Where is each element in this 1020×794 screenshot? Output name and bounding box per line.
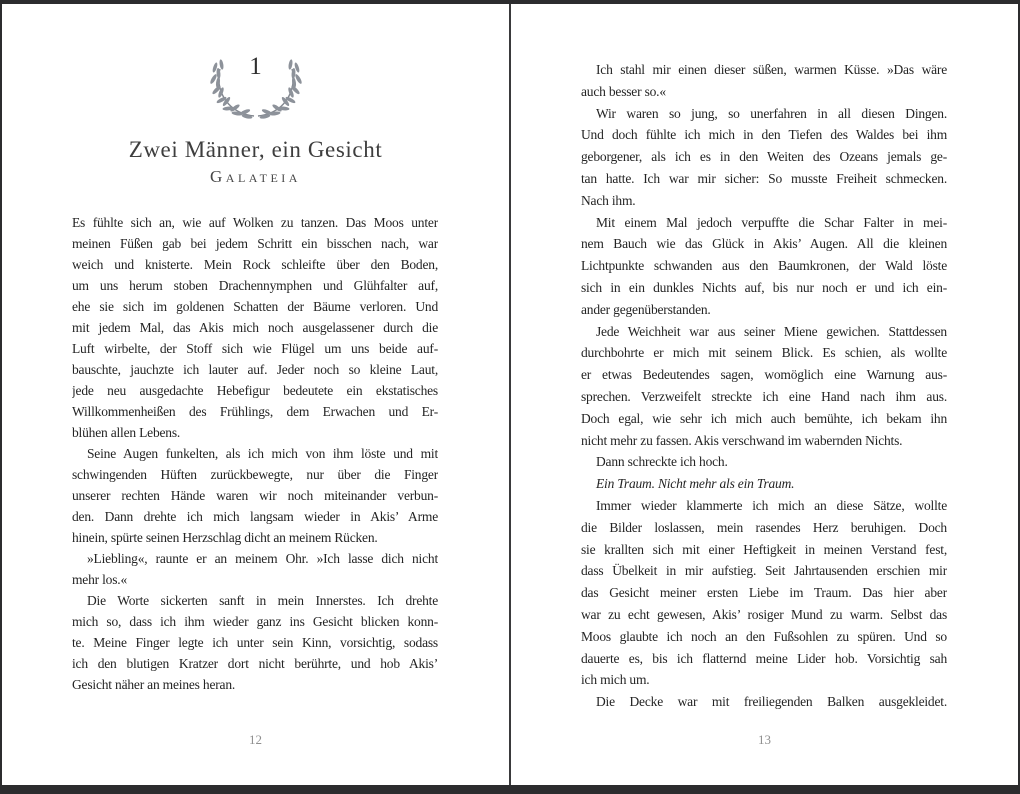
text-line: mich so, dass ich ihm wieder ganz ins Gesicht blicken konn- <box>72 614 438 629</box>
page-body-left <box>72 212 438 695</box>
text-line: um uns herum stoben Drachennymphen und Glühfalter auf, <box>72 278 438 293</box>
text-line: Es fühlte sich an, wie auf Wolken zu tanzen. Das Moos unter <box>72 215 438 230</box>
text-line: sich in ein dunkles Nichts auf, bis nur noch er und ich ein- <box>581 279 947 295</box>
chapter-ornament <box>198 52 314 122</box>
text-line: sprechen. Verzweifelt streckte ich eine Hand nach ihm aus. <box>581 388 947 404</box>
text-line: das Gesicht meiner ersten Liebe im Traum. Das hier aber <box>581 585 947 601</box>
text-line: meinen Füßen gab bei jedem Schritt ein bisschen nach, war <box>72 236 438 251</box>
text-line: Jede Weichheit war aus seiner Miene gewichen. Stattdessen <box>596 323 947 339</box>
text-line: schwingenden Hüften zurückbewegte, nur über die Finger <box>72 467 438 482</box>
text-line: dass Übelkeit in mir aufstieg. Seit Jahrtausenden erschien mir <box>581 563 947 579</box>
text-line: auch besser so.« <box>581 83 666 99</box>
text-line: Immer wieder klammerte ich mich an diese Sätze, wollte <box>596 497 947 513</box>
text-line: Willkommenheißen des Frühlings, dem Erwachen und Er- <box>72 404 438 419</box>
text-line: te. Meine Finger legte ich unter sein Kinn, vorsichtig, sodass <box>72 635 438 650</box>
text-line: geborgener, als ich es in den Weiten des Ozeans jemals ge- <box>581 149 947 165</box>
text-line: Ein Traum. Nicht mehr als ein Traum. <box>596 476 795 492</box>
text-line: mehr los.« <box>72 572 127 587</box>
chapter-subtitle: Galateia <box>210 166 301 186</box>
text-line: Lichtpunkte schwanden aus den Baumkronen, der Wald löste <box>581 258 947 274</box>
frame-bottom <box>0 785 1020 794</box>
text-line: Ich stahl mir einen dieser süßen, warmen Küsse. »Das wäre <box>596 62 947 77</box>
text-line: ander gegenüberstanden. <box>581 301 711 317</box>
text-line: Und doch fühlte ich mich in den Tiefen des Waldes bei ihm <box>581 127 947 143</box>
text-line: bauschte, jauchzte ich lauter auf. Jeder noch so kleine Laut, <box>72 362 438 377</box>
text-line: Moos glaubte ich noch an den Fußsohlen zu spüren. Und so <box>581 628 947 644</box>
page-body-right <box>581 59 947 713</box>
page-number-right: 13 <box>758 732 771 747</box>
text-line: »Liebling«, raunte er an meinem Ohr. »Ich lasse dich nicht <box>87 551 438 566</box>
text-line: durchbohrte er mich mit seinem Blick. Es schien, als wollte <box>581 345 947 361</box>
text-line: Wir waren so jung, so unerfahren in all diesen Dingen. <box>596 105 947 121</box>
text-line: Dann schreckte ich hoch. <box>596 454 728 470</box>
chapter-header <box>2 52 509 187</box>
text-line: unserer rechten Hände waren wir noch miteinander verbun- <box>72 488 438 503</box>
page-number-left: 12 <box>249 732 262 747</box>
chapter-title: Zwei Männer, ein Gesicht <box>128 137 383 162</box>
text-line: nem Bauch wie das Glück in Akis’ Augen. All die kleinen <box>581 236 947 252</box>
text-line: jede neu ausgedachte Hebefigur bedeutete ein ekstatisches <box>72 383 438 398</box>
text-line: nicht mehr zu fassen. Akis verschwand im wabernden Nichts. <box>581 432 903 448</box>
text-line: Die Worte sickerten sanft in mein Innerstes. Ich drehte <box>87 593 438 608</box>
text-line: den. Dann drehte ich mich langsam wieder in Akis’ Arme <box>72 509 438 524</box>
text-line: sie krallten sich mit einer Heftigkeit in meinen Verstand fest, <box>581 541 947 557</box>
text-line: ehe sie sich im goldenen Schatten der Bäume verloren. Und <box>72 299 438 314</box>
page-left <box>2 4 509 785</box>
text-line: tan hatte. Ich war mir sicher: So musste Freiheit schmecken. <box>581 170 947 186</box>
text-line: Doch egal, wie sehr ich mich auch bemühte, ich bekam ihn <box>581 410 947 426</box>
chapter-number: 1 <box>249 53 262 80</box>
text-line: ich mich um. <box>581 672 650 688</box>
text-line: Nach ihm. <box>581 192 636 208</box>
text-line: weich und knisterte. Mein Rock schleifte über den Boden, <box>72 257 438 272</box>
text-line: die Bilder loslassen, mein rasendes Herz beruhigen. Doch <box>581 519 947 535</box>
text-line: Die Decke war mit freiliegenden Balken ausgekleidet. <box>596 694 947 710</box>
text-line: mit jedem Mal, das Akis mich noch ausgelassener durch die <box>72 320 438 335</box>
text-line: dauerte es, bis ich flatternd meine Lider hob. Vorsichtig sah <box>581 650 947 666</box>
text-line: Mit einem Mal jedoch verpuffte die Schar Falter in mei- <box>596 214 947 230</box>
text-line: Seine Augen funkelten, als ich mich von ihm löste und mit <box>87 446 438 461</box>
text-line: er etwas Bedeutendes sagen, womöglich eine Warnung aus- <box>581 367 947 383</box>
page-right <box>511 4 1018 785</box>
text-line: war zu echt gewesen, Akis’ rosiger Mund zu warm. Selbst das <box>581 606 947 622</box>
text-line: ich den blutigen Kratzer dort nicht berührte, und hob Akis’ <box>72 656 438 671</box>
text-line: Gesicht näher an meines heran. <box>72 677 236 692</box>
text-line: hinein, spürte seinen Herzschlag dicht an meinem Rücken. <box>72 530 378 545</box>
text-line: Luft wirbelte, der Stoff sich wie Flügel um uns beide auf- <box>72 341 438 356</box>
text-line: blühen allen Lebens. <box>72 425 181 440</box>
